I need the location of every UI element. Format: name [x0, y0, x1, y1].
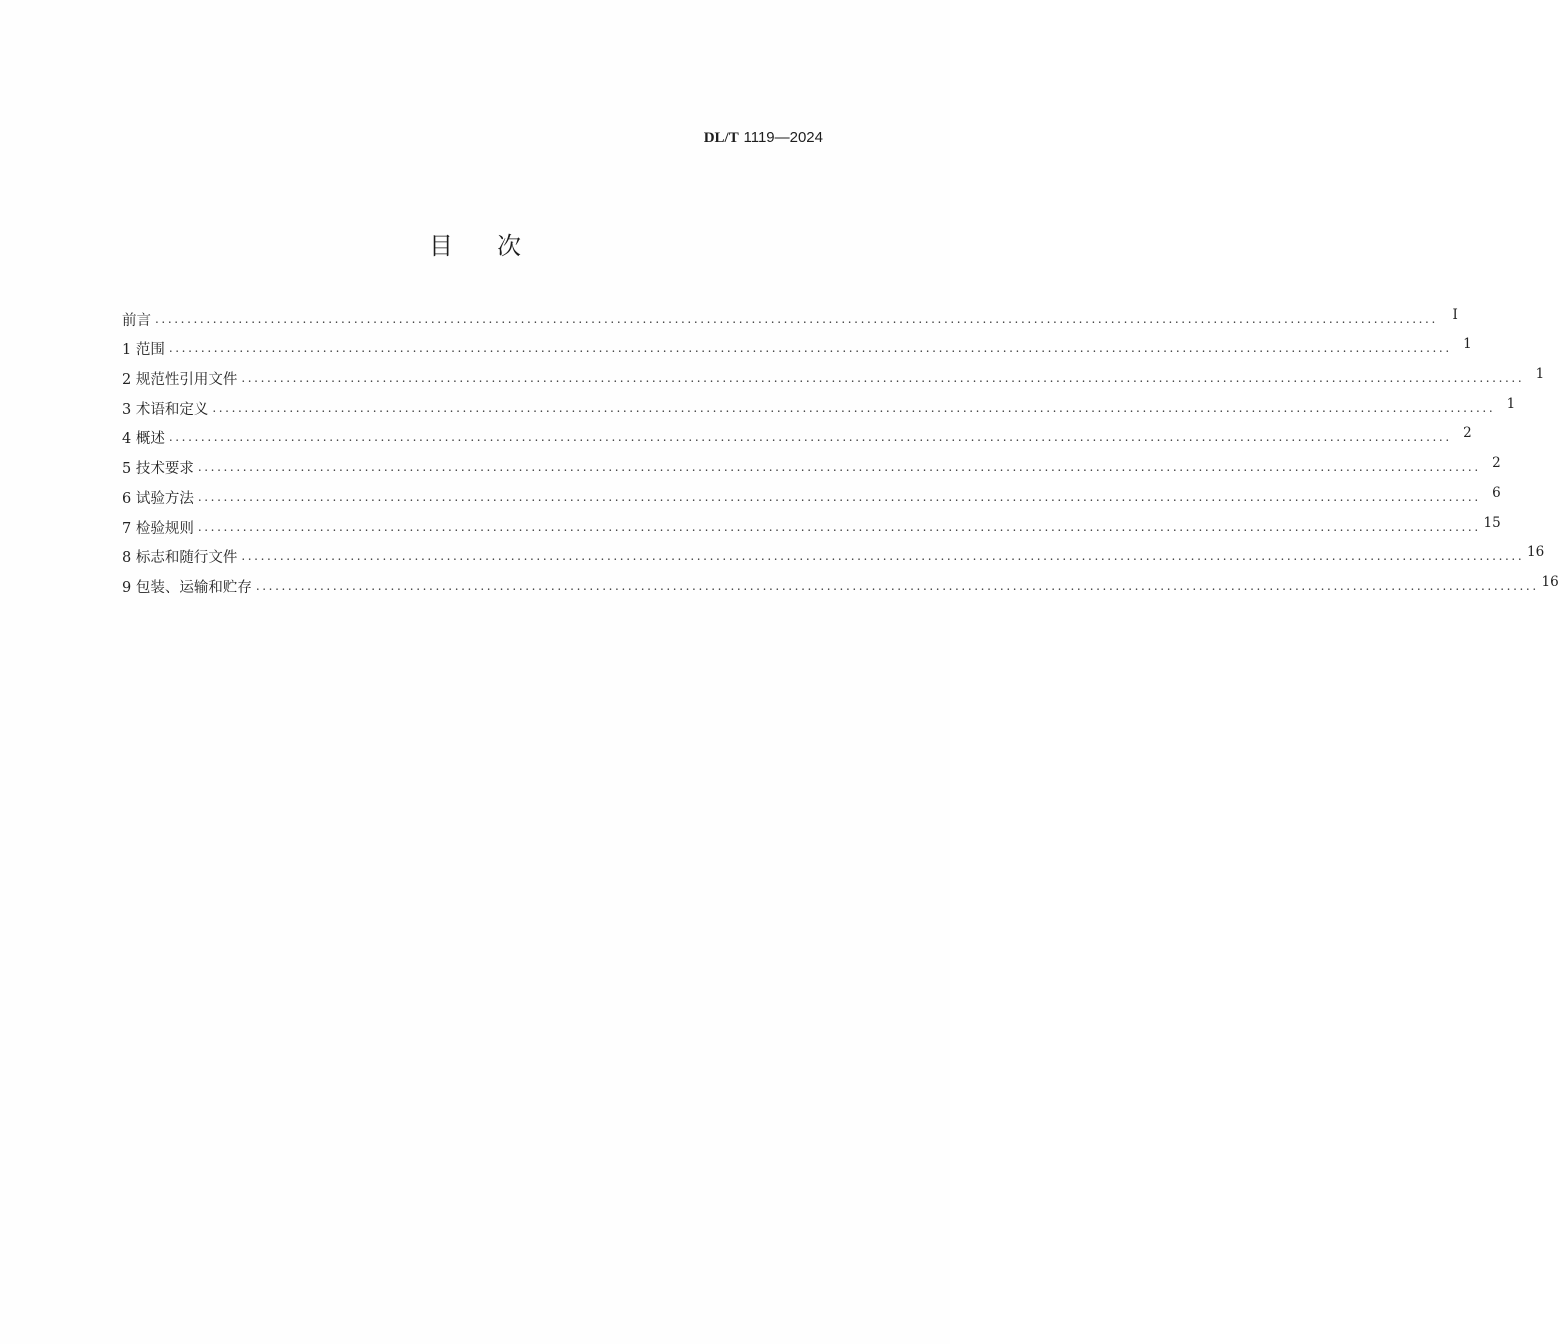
toc-entry-page: 16	[1527, 544, 1545, 561]
toc-entry-label: 2 规范性引用文件	[122, 372, 238, 389]
toc-title: 目次	[429, 232, 565, 260]
toc-entry-label: 9 包装、运输和贮存	[122, 579, 252, 596]
toc-entry[interactable]	[122, 538, 1545, 568]
toc-entry-label: 3 术语和定义	[122, 401, 209, 418]
toc-entry-page: 15	[1483, 514, 1501, 531]
toc-entry[interactable]	[122, 330, 1472, 360]
toc-entry[interactable]	[122, 478, 1501, 508]
toc-entry-page: 6	[1492, 484, 1501, 501]
toc-entry[interactable]	[122, 567, 1559, 597]
toc-leader-dots: ........................................................................................................................................................................................................	[255, 578, 1539, 593]
toc-entry-page: 1	[1506, 395, 1516, 412]
toc-entry[interactable]	[122, 389, 1516, 419]
toc-entry-page: 2	[1463, 425, 1472, 442]
toc-entry-page: 2	[1492, 455, 1501, 472]
toc-entry-label: 1 范围	[122, 342, 165, 359]
standard-code-number: 1119—2024	[743, 129, 823, 146]
toc-entry-page: 16	[1541, 573, 1559, 590]
toc-entry[interactable]	[122, 448, 1501, 478]
toc-entry[interactable]	[122, 300, 1458, 330]
toc-leader-dots: ........................................................................................................................................................................................................	[168, 341, 1452, 356]
toc-entry[interactable]	[122, 508, 1501, 538]
toc-list	[122, 300, 1559, 597]
toc-entry-label: 前言	[122, 312, 151, 329]
toc-leader-dots: ........................................................................................................................................................................................................	[212, 400, 1496, 415]
toc-leader-dots: ........................................................................................................................................................................................................	[241, 549, 1525, 564]
toc-entry-label: 6 试验方法	[122, 490, 194, 507]
toc-entry-page: I	[1452, 306, 1458, 323]
toc-entry[interactable]	[122, 419, 1472, 449]
toc-leader-dots: ........................................................................................................................................................................................................	[197, 519, 1481, 534]
toc-entry-label: 4 概述	[122, 431, 165, 448]
toc-leader-dots: ........................................................................................................................................................................................................	[197, 460, 1481, 475]
toc-leader-dots: ........................................................................................................................................................................................................	[241, 371, 1525, 386]
toc-entry-page: 1	[1463, 336, 1472, 353]
toc-leader-dots: ........................................................................................................................................................................................................	[197, 489, 1481, 504]
toc-entry-page: 1	[1535, 366, 1545, 383]
toc-entry[interactable]	[122, 359, 1545, 389]
standard-code-prefix: DL/T	[703, 130, 739, 146]
toc-entry-label: 8 标志和随行文件	[122, 550, 238, 567]
toc-leader-dots: ........................................................................................................................................................................................................	[155, 311, 1438, 326]
toc-leader-dots: ........................................................................................................................................................................................................	[168, 430, 1452, 445]
toc-entry-label: 7 检验规则	[122, 520, 194, 537]
standard-code	[704, 128, 823, 147]
toc-entry-label: 5 技术要求	[122, 461, 194, 478]
